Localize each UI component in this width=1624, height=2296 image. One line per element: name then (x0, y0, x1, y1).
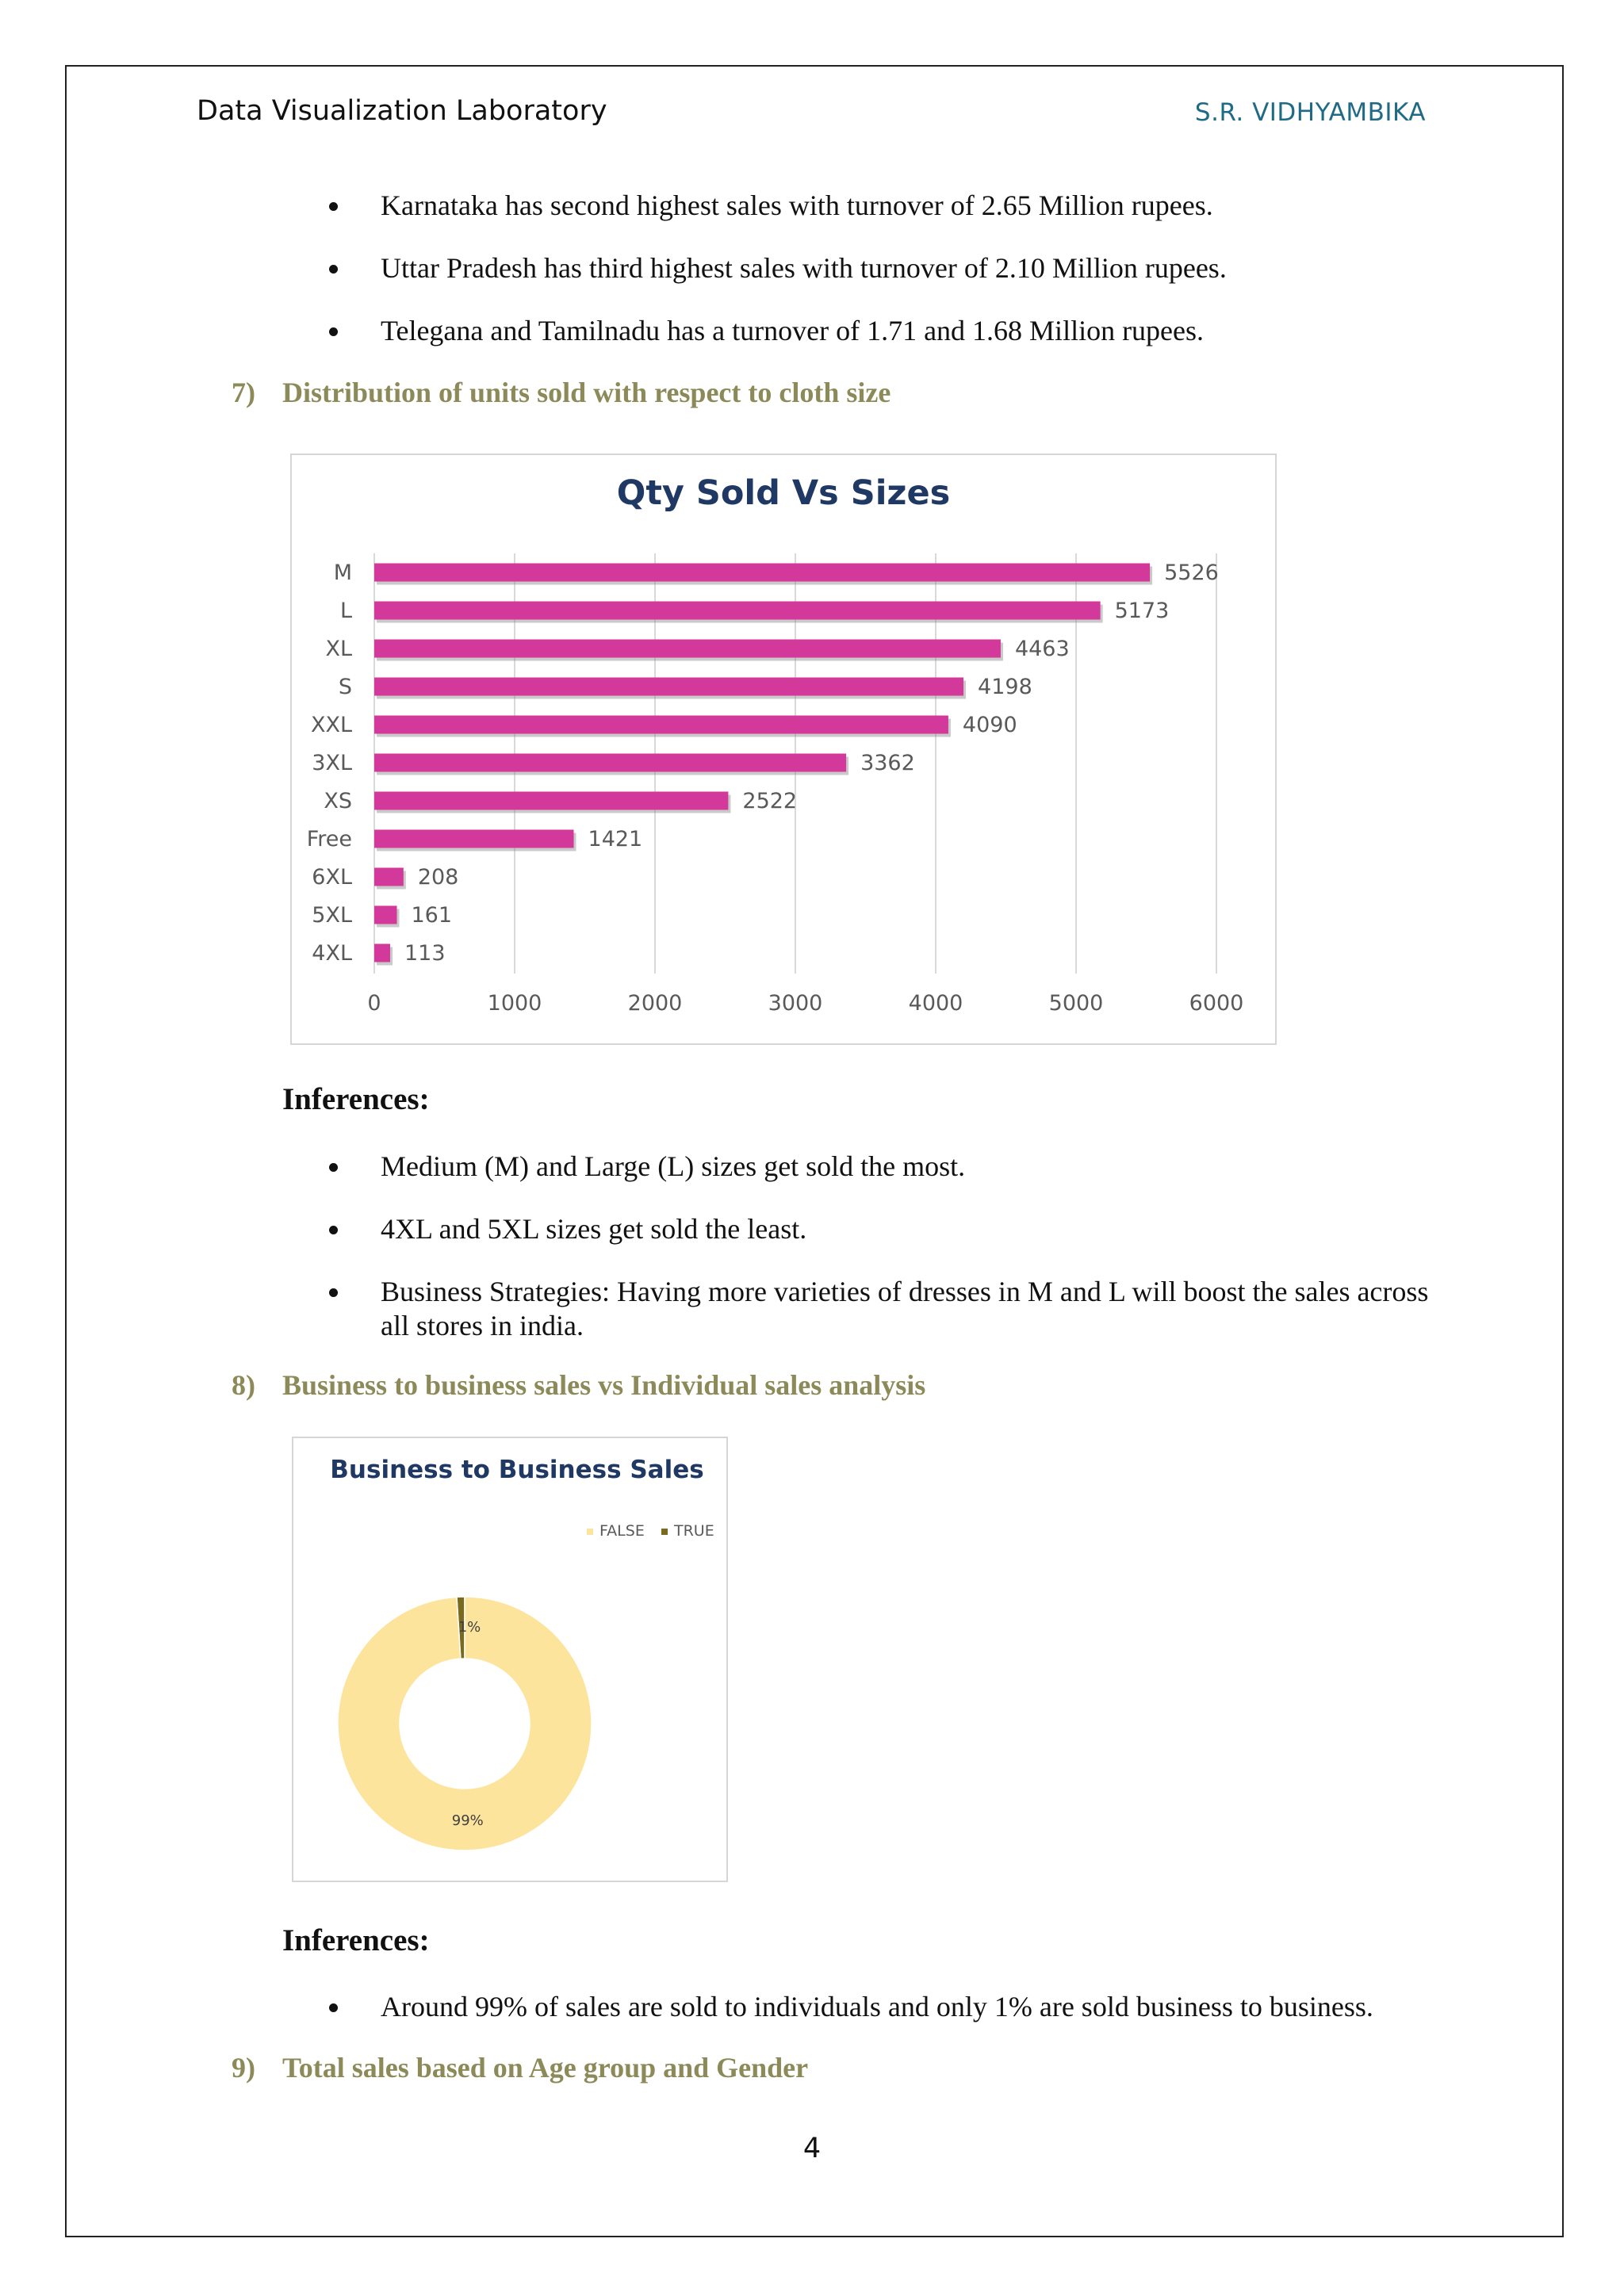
section-title: Distribution of units sold with respect to cloth size (282, 377, 891, 408)
page-number: 4 (802, 2133, 822, 2164)
section-number: 9) (232, 2052, 255, 2084)
bullet-dot-icon (329, 1226, 338, 1234)
section-title: Total sales based on Age group and Gender (282, 2052, 809, 2084)
x-tick-label: 3000 (768, 991, 823, 1016)
b2b-sales-chart (292, 1437, 728, 1882)
section-number: 8) (232, 1369, 255, 1401)
bar (374, 868, 404, 886)
legend-label: TRUE (674, 1522, 714, 1540)
bullet-text: Around 99% of sales are sold to individuals and only 1% are sold business to business. (381, 1991, 1373, 2022)
y-category-label: 6XL (312, 865, 352, 890)
y-category-label: 4XL (312, 941, 352, 966)
section-heading-7 (232, 376, 891, 409)
inferences-heading: Inferences: (282, 1923, 430, 1957)
x-tick-label: 6000 (1189, 991, 1244, 1016)
data-label: 4198 (978, 675, 1032, 699)
slice-label: 99% (451, 1812, 484, 1829)
data-label: 4090 (962, 713, 1017, 737)
bullet-text: Medium (M) and Large (L) sizes get sold the most. (381, 1150, 966, 1182)
donut-chart-svg (293, 1438, 726, 1881)
y-category-label: 5XL (312, 903, 352, 928)
header-title: Data Visualization Laboratory (197, 95, 607, 127)
section-title: Business to business sales vs Individual sales analysis (282, 1369, 926, 1401)
x-tick-label: 4000 (908, 991, 963, 1016)
y-category-label: S (338, 675, 352, 699)
chart-title: Qty Sold Vs Sizes (616, 473, 951, 513)
data-label: 2522 (742, 789, 798, 813)
legend-swatch (587, 1529, 593, 1535)
data-label: 4463 (1014, 637, 1070, 661)
legend-swatch (661, 1529, 668, 1535)
bullet-dot-icon (329, 1163, 338, 1172)
bar (374, 944, 390, 962)
y-category-label: 3XL (312, 751, 352, 775)
y-category-label: M (333, 561, 352, 585)
bar (374, 830, 574, 848)
y-category-label: XS (324, 789, 352, 813)
bullet-text: Telegana and Tamilnadu has a turnover of 1.71 and 1.68 Million rupees. (381, 315, 1205, 346)
inferences-heading: Inferences: (282, 1082, 430, 1116)
bullet-text: Uttar Pradesh has third highest sales with turnover of 2.10 Million rupees. (381, 252, 1227, 284)
bar (374, 602, 1101, 620)
chart-bars (307, 561, 1219, 966)
y-category-label: L (339, 599, 352, 623)
data-label: 113 (404, 941, 446, 966)
header-author: S.R. VIDHYAMBIKA (1194, 98, 1426, 127)
bullet-dot-icon (329, 202, 338, 211)
data-label: 5526 (1164, 561, 1219, 585)
qty-sizes-chart (290, 453, 1277, 1045)
data-label: 161 (411, 903, 453, 928)
section-number: 7) (232, 377, 255, 408)
data-label: 5173 (1114, 599, 1170, 623)
bar (374, 792, 728, 810)
bullet-dot-icon (329, 327, 338, 336)
bar (374, 640, 1001, 658)
y-category-label: Free (306, 827, 352, 851)
bar-chart-svg (292, 455, 1275, 1043)
bar (374, 564, 1150, 582)
bar (374, 678, 963, 696)
slice-label: 1% (458, 1619, 481, 1636)
bullet-text: 4XL and 5XL sizes get sold the least. (381, 1213, 807, 1245)
data-label: 208 (417, 865, 459, 890)
y-category-label: XXL (310, 713, 352, 737)
chart-title: Business to Business Sales (330, 1456, 704, 1484)
data-label: 3362 (860, 751, 915, 775)
bar (374, 716, 948, 734)
bullet-dot-icon (329, 265, 338, 274)
bullet-dot-icon (329, 1288, 338, 1297)
bullet-text: Business Strategies: Having more varieties of dresses in M and L will boost the sales across all stores in india. (381, 1276, 1429, 1341)
section-heading-9 (232, 2051, 808, 2084)
chart-legend (587, 1522, 714, 1540)
bar (374, 754, 846, 772)
bar (374, 906, 396, 924)
x-tick-label: 1000 (487, 991, 542, 1016)
section-heading-8 (232, 1368, 925, 1402)
bullet-dot-icon (329, 2003, 338, 2012)
bullet-text: Karnataka has second highest sales with turnover of 2.65 Million rupees. (381, 189, 1213, 221)
x-tick-label: 5000 (1048, 991, 1104, 1016)
x-tick-label: 0 (367, 991, 381, 1016)
x-tick-label: 2000 (627, 991, 683, 1016)
data-label: 1421 (588, 827, 643, 851)
legend-label: FALSE (599, 1522, 645, 1540)
chart-x-axis (367, 991, 1243, 1016)
y-category-label: XL (325, 637, 352, 661)
